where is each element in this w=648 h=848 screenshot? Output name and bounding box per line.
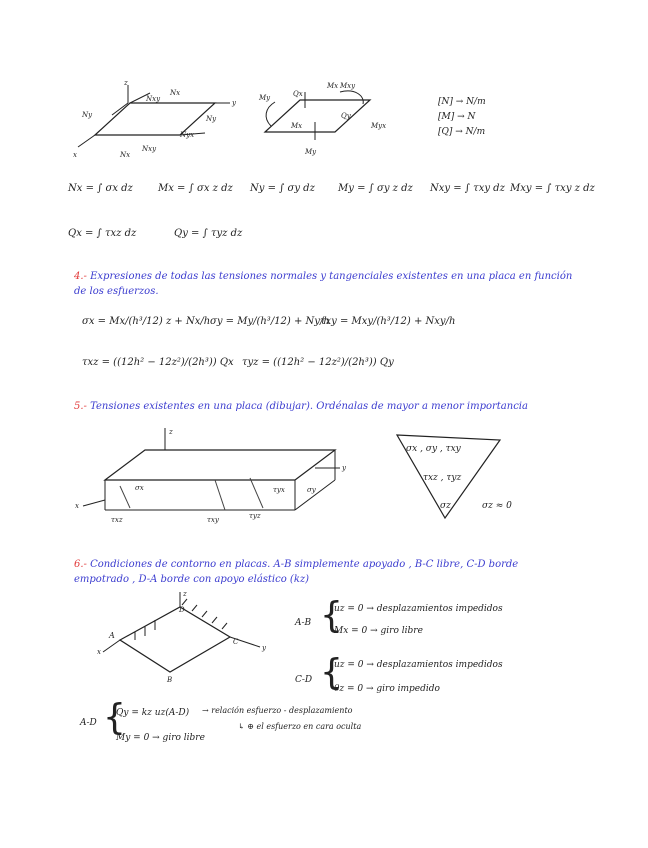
section5-title: Tensiones existentes en una placa (dibujar). Ordénalas de mayor a menor importancia bbox=[90, 401, 528, 412]
ny2-label: Ny bbox=[206, 115, 217, 123]
eq-sigma-y: σy = My/(h³/12) + Ny/h bbox=[210, 316, 330, 327]
eq-mx: Mx = ∫ σx z dz bbox=[158, 183, 233, 194]
block-sx-label: σx bbox=[135, 484, 144, 492]
eq-ny: Ny = ∫ σy dz bbox=[250, 183, 315, 194]
eq-qx: Qx = ∫ τxz dz bbox=[68, 228, 137, 239]
mxy-label: Mxy bbox=[340, 82, 356, 90]
plate-c-label: C bbox=[233, 638, 239, 646]
da-brace: { bbox=[103, 697, 126, 738]
triangle-row1: σx , σy , τxy bbox=[406, 444, 461, 454]
eq-my: My = ∫ σy z dz bbox=[338, 183, 413, 194]
nx-label: Nx bbox=[170, 89, 181, 97]
z-axis-label: z bbox=[124, 79, 128, 87]
block-sy-label: σy bbox=[307, 486, 316, 494]
triangle-row3: σz bbox=[440, 501, 451, 511]
eq-nx: Nx = ∫ σx dz bbox=[68, 183, 133, 194]
block-txz-label: τxz bbox=[111, 516, 123, 524]
unit-n: [N] → N/m bbox=[438, 97, 486, 107]
eq-tau-yz: τyz = ((12h² − 12z²)/(2h³)) Qy bbox=[242, 357, 394, 368]
eq-tau-xy: τxy = Mxy/(h³/12) + Nxy/h bbox=[320, 316, 456, 327]
qx-top-label: Qx bbox=[293, 90, 303, 98]
section4-number: 4.- bbox=[74, 271, 87, 282]
plate-moments-figure bbox=[245, 82, 385, 162]
plate-a-label: A bbox=[109, 631, 115, 640]
mx-label: Mx bbox=[291, 122, 303, 130]
x-axis-label: x bbox=[73, 151, 77, 159]
block-tyz-label: τyz bbox=[249, 512, 261, 520]
ab-name: A-B bbox=[295, 618, 312, 628]
da-name: A-D bbox=[80, 718, 97, 728]
section4-title-line1: Expresiones de todas las tensiones normales y tangenciales existentes en una placa en función bbox=[90, 271, 573, 282]
da-cond1-note: → relación esfuerzo - desplazamiento bbox=[202, 706, 353, 715]
ny-label: Ny bbox=[82, 111, 93, 119]
eq-qy: Qy = ∫ τyz dz bbox=[174, 228, 243, 239]
eq-mxy: Mxy = ∫ τxy z dz bbox=[510, 183, 595, 194]
nx2-label: Nx bbox=[120, 151, 131, 159]
cd-brace: { bbox=[320, 652, 343, 693]
plate-x-label: x bbox=[97, 648, 101, 656]
eq-nxy: Nxy = ∫ τxy dz bbox=[430, 183, 505, 194]
plate-b-label: B bbox=[167, 676, 173, 684]
plate-y-label: y bbox=[262, 644, 266, 652]
sz-zero-note: σz ≈ 0 bbox=[482, 501, 512, 511]
plate-d-label: D bbox=[179, 606, 185, 614]
ab-cond2: Mx = 0 → giro libre bbox=[334, 626, 423, 636]
section6-title-line1: Condiciones de contorno en placas. A-B simplemente apoyado , B-C libre, C-D borde bbox=[90, 559, 519, 570]
unit-q: [Q] → N/m bbox=[438, 127, 486, 137]
section4-title-line2: de los esfuerzos. bbox=[74, 286, 159, 297]
eq-sigma-x: σx = Mx/(h³/12) z + Nx/h bbox=[82, 316, 211, 327]
myx-label: Myx bbox=[371, 122, 387, 130]
nyx-label: Nyx bbox=[180, 131, 195, 139]
section5-number: 5.- bbox=[74, 401, 87, 412]
boundary-plate-figure bbox=[95, 592, 275, 682]
cd-name: C-D bbox=[295, 675, 313, 685]
cd-cond2: θz = 0 → giro impedido bbox=[334, 684, 440, 694]
da-cond1-note2: ↳ ⊕ el esfuerzo en cara oculta bbox=[238, 722, 362, 731]
cd-cond1: uz = 0 → desplazamientos impedidos bbox=[334, 660, 503, 670]
block-x-label: x bbox=[75, 502, 79, 510]
plate-forces-figure bbox=[70, 79, 240, 165]
block-tyx-label: τyx bbox=[273, 486, 285, 494]
block-txy-label: τxy bbox=[207, 516, 219, 524]
y-axis-label: y bbox=[232, 99, 236, 107]
mx-top-label: Mx bbox=[327, 82, 339, 90]
triangle-row2: τxz , τyz bbox=[423, 473, 462, 483]
da-cond2: My = 0 → giro libre bbox=[116, 733, 205, 743]
section6-title-line2: empotrado , D-A borde con apoyo elástico (kz) bbox=[74, 574, 310, 585]
qy-label: Qy bbox=[341, 112, 351, 120]
eq-tau-xz: τxz = ((12h² − 12z²)/(2h³)) Qx bbox=[82, 357, 234, 368]
unit-m: [M] → N bbox=[438, 112, 476, 122]
ab-brace: { bbox=[320, 595, 343, 636]
stress-block-figure bbox=[75, 428, 355, 528]
plate-z-label: z bbox=[183, 590, 187, 598]
da-cond1: Qy = kz uz(A-D) bbox=[116, 708, 190, 718]
ab-cond1: uz = 0 → desplazamientos impedidos bbox=[334, 604, 503, 614]
my-label: My bbox=[259, 94, 271, 102]
block-y-label: y bbox=[342, 464, 346, 472]
nxy-label: Nxy bbox=[146, 95, 161, 103]
section6-number: 6.- bbox=[74, 559, 87, 570]
block-z-label: z bbox=[169, 428, 173, 436]
my-bottom-label: My bbox=[305, 148, 317, 156]
nxy2-label: Nxy bbox=[142, 145, 157, 153]
